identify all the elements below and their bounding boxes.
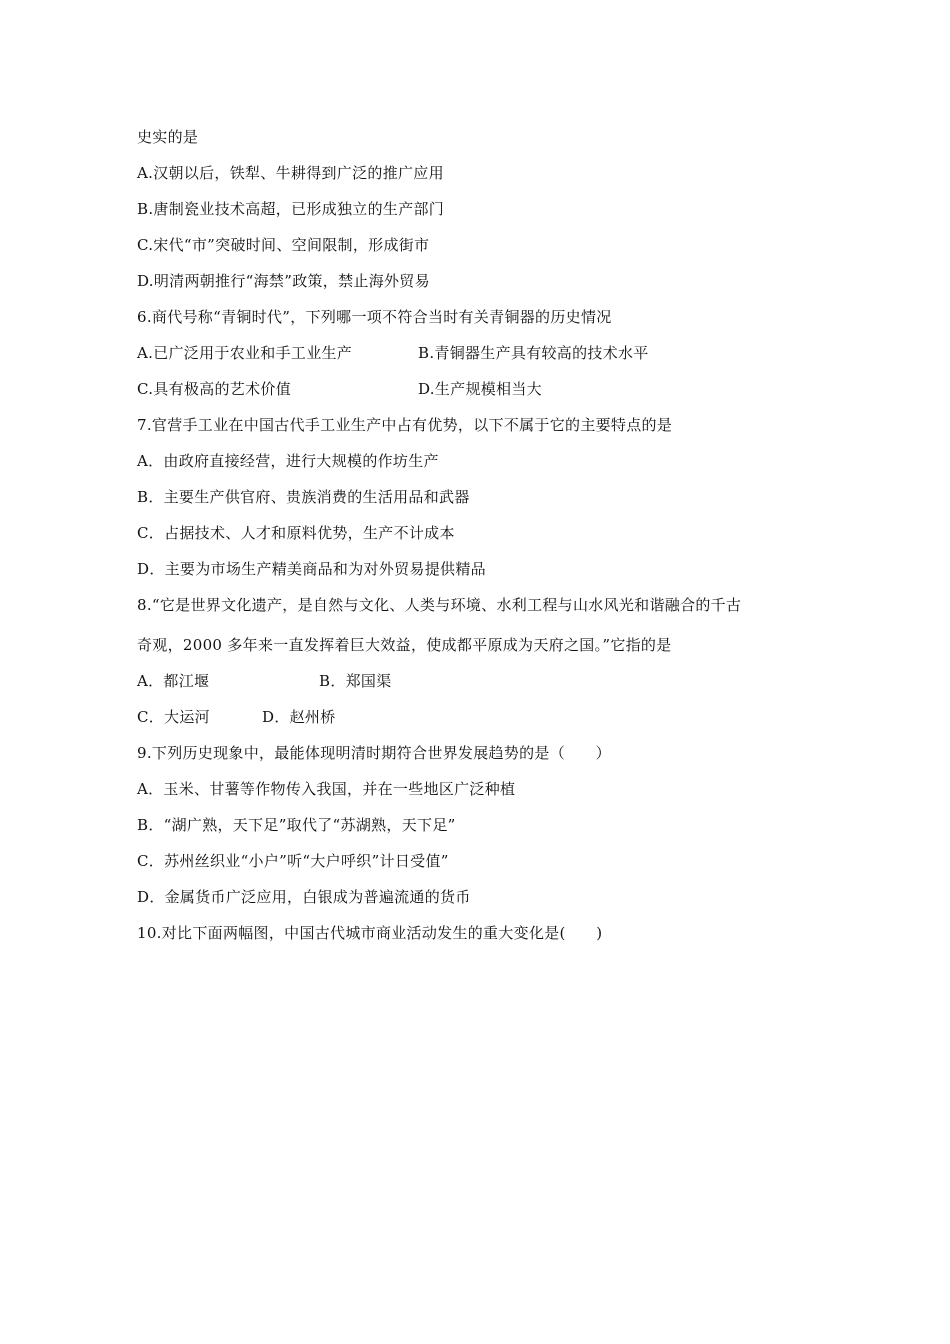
option-b: B．“湖广熟，天下足”取代了“苏湖熟，天下足” — [137, 816, 456, 834]
option-c: C．占据技术、人才和原料优势，生产不计成本 — [137, 524, 455, 542]
text-line: 史实的是 — [137, 128, 199, 146]
option-d: D．主要为市场生产精美商品和为对外贸易提供精品 — [137, 560, 486, 578]
option-d: D.生产规模相当大 — [418, 380, 542, 398]
option-b: B．主要生产供官府、贵族消费的生活用品和武器 — [137, 488, 470, 506]
option-c: C.宋代“市”突破时间、空间限制，形成街市 — [137, 236, 430, 254]
question-7: 7.官营手工业在中国古代手工业生产中占有优势，以下不属于它的主要特点的是 — [137, 416, 673, 434]
option-a: A.已广泛用于农业和手工业生产 — [137, 344, 353, 362]
question-6: 6.商代号称“青铜时代”，下列哪一项不符合当时有关青铜器的历史情况 — [137, 308, 612, 326]
option-c: C．大运河 — [137, 708, 210, 726]
option-a: A.汉朝以后，铁犁、牛耕得到广泛的推广应用 — [137, 164, 444, 182]
option-d: D．赵州桥 — [262, 708, 336, 726]
option-c: C.具有极高的艺术价值 — [137, 380, 292, 398]
question-10: 10.对比下面两幅图，中国古代城市商业活动发生的重大变化是( ) — [137, 924, 603, 942]
option-a: A．都江堰 — [137, 672, 210, 690]
question-9: 9.下列历史现象中，最能体现明清时期符合世界发展趋势的是（ ） — [137, 744, 611, 762]
option-a: A．由政府直接经营，进行大规模的作坊生产 — [137, 452, 439, 470]
question-8: 8.“它是世界文化遗产，是自然与文化、人类与环境、水利工程与山水风光和谐融合的千古 — [137, 596, 742, 614]
option-d: D．金属货币广泛应用，白银成为普遍流通的货币 — [137, 888, 471, 906]
option-b: B．郑国渠 — [319, 672, 392, 690]
option-b: B.青铜器生产具有较高的技术水平 — [418, 344, 649, 362]
option-c: C．苏州丝织业“小户”听“大户呼织”计日受值” — [137, 852, 449, 870]
option-a: A．玉米、甘薯等作物传入我国，并在一些地区广泛种植 — [137, 780, 516, 798]
option-d: D.明清两朝推行“海禁”政策，禁止海外贸易 — [137, 272, 430, 290]
question-8-continued: 奇观，2000 多年来一直发挥着巨大效益，使成都平原成为天府之国。”它指的是 — [137, 636, 672, 654]
option-b: B.唐制瓷业技术高超，已形成独立的生产部门 — [137, 200, 445, 218]
